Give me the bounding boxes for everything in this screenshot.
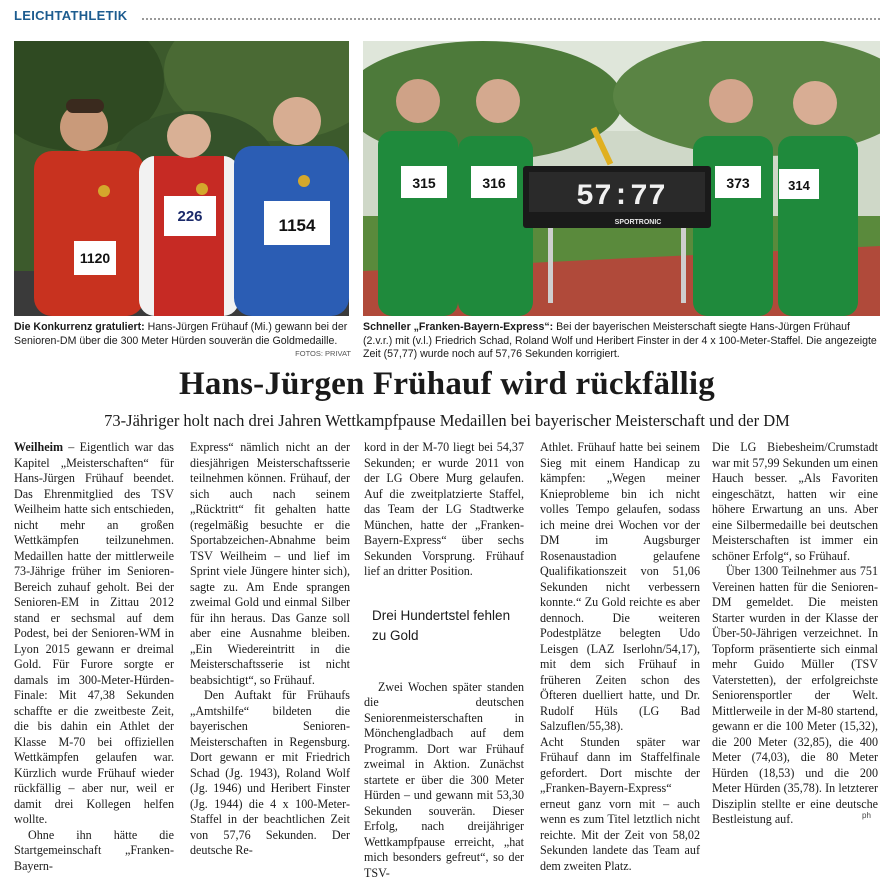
caption-text: Bei der bayerischen Meisterschaft siegte Hans-Jürgen Frühauf (2.v.r.) mit (v.l.) Friedrich Schad, Roland Wolf und Heribert Finster in der 4 x 100-Meter-Staffel. Die angezeigte Zeit (57,77) wurde noch auf 57,76 Sekunden korrigiert. xyxy=(363,321,877,360)
article-paragraph: Acht Stunden später war Frühauf dann im Staffelfinale gefordert. Dort mischte der „Franken-Bayern-Express“ erneut ganz vorn mit – auch wenn es zum Titel letztlich nicht reichte. Mit der Zeit von 58,02 Sekunden landete das Team auf dem zweiten Platz. xyxy=(540,735,700,875)
photo-medal-winners-image xyxy=(14,41,349,316)
clock-time: 57:77 xyxy=(576,180,666,214)
dateline: Weilheim xyxy=(14,440,63,454)
bib-number: 1120 xyxy=(80,250,111,266)
article-paragraph: Ohne ihn hätte die Startgemeinschaft „Franken-Bayern- xyxy=(14,828,174,875)
clock-brand: SPORTRONIC xyxy=(615,219,662,226)
paragraph-text: – Eigentlich war das Kapitel „Meisterschaften“ für Hans-Jürgen Frühauf beendet. Das Ehrenmitglied des TSV Weilheim hatte sich entschieden, nicht mehr an großen Wettkämpfen teilzunehmen. Medaillen hatte der mittlerweile 73-Jährige früher im Senioren-Bereich zuhauf geholt. Bei der Senioren-EM in Zittau 2012 stand er sechsmal auf dem Podest, bei der Senioren-WM in Lyon 2015 gewann er dreimal Gold. Für Furore sorgte er damals im 300-Meter-Hürden-Finale: Mit 47,38 Sekunden schaffte er die zweitbeste Zeit, die bis dahin ein Athlet der Klasse M-70 bei offiziellen Wettkämpfen gelaufen war. Kürzlich wurde Frühauf wieder rückfällig – aber nur, weil er damit drei Kollegen helfen wollte. xyxy=(14,440,174,826)
caption-photo-1 xyxy=(14,321,349,348)
article-paragraph xyxy=(14,440,174,828)
photo-relay-team-image xyxy=(363,41,880,316)
article-paragraph: Express“ nämlich nicht an der diesjährigen Meisterschaftsserie teilnehmen können. Frühauf, der sich auch nach seinem „Rücktritt“ fit gehalten hatte (regelmäßig besuchte er die Sportabzeichen-Abnahme beim TSV Weilheim – und lief im Sprint viele Jüngere hinter sich), sagte zu. Am Ende sprangen zweimal Gold und einmal Silber für ihn heraus. Das Ganze soll aber eine Ausnahme bleiben. „Ein Wiedereintritt in die Meisterschaftsserie ist nicht beabsichtigt“, so Frühauf. xyxy=(190,440,350,688)
caption-photo-2 xyxy=(363,321,880,362)
article-paragraph: Den Auftakt für Frühaufs „Amtshilfe“ bildeten die bayerischen Senioren-Meisterschaften in Regensburg. Dort gewann er mit Friedrich Schad (Jg. 1943), Roland Wolf (Jg. 1946) und Heribert Finster (Jg. 1944) die 4 x 100-Meter-Staffel in der beachtlichen Zeit von 57,76 Sekunden. Der deutsche Re- xyxy=(190,688,350,859)
photo-medal-winners xyxy=(14,41,349,316)
section-label: LEICHTATHLETIK xyxy=(14,8,127,23)
article-paragraph: kord in der M-70 liegt bei 54,37 Sekunden; er wurde 2011 von der LG Obere Murg gelaufen. Auf die zweitplatzierte Staffel, das Team der LG Stadtwerke München, hatte der „Franken-Bayern-Express“ über sechs Sekunden Vorsprung. Frühauf lief an dritter Position. xyxy=(364,440,524,580)
article-column-1 xyxy=(14,440,174,874)
article-paragraph: Über 1300 Teilnehmer aus 751 Vereinen hatten für die Senioren-DM gemeldet. Die meisten Starter wurden in der Klasse der Über-50-Jährigen verzeichnet. In Topform präsentierte sich einmal mehr Guido Müller (TSV Vaterstetten), der erfolgreichste Seniorensportler der Welt. Mittlerweile in der M-80 startend, gewann er die 100 Meter (15,32), die 200 Meter (32,85), die 400 Meter (74,03), die 80 Meter Hürden (18,53) und die 200 Meter Hürden (35,78). In letzterer Disziplin stellte er eine deutsche Bestleistung auf. xyxy=(712,564,878,828)
section-header xyxy=(14,6,880,26)
article-column-5 xyxy=(712,440,878,828)
bib-number: 315 xyxy=(412,175,436,191)
article-interheadline: Drei Hundertstel fehlen zu Gold xyxy=(372,606,524,646)
caption-text: Hans-Jürgen Frühauf (Mi.) gewann bei der Senioren-DM über die 300 Meter Hürden souverän die Goldmedaille. xyxy=(14,321,347,347)
caption-lead: Die Konkurrenz gratuliert: xyxy=(14,321,145,333)
bib-number: 316 xyxy=(482,175,506,191)
section-divider xyxy=(142,18,880,20)
photo-credit: FOTOS: PRIVAT xyxy=(295,349,351,358)
photo-relay-team xyxy=(363,41,880,316)
article-column-4 xyxy=(540,440,700,874)
bib-number: 1154 xyxy=(279,216,316,235)
article-paragraph: Die LG Biebesheim/Crumstadt war mit 57,99 Sekunden um einen Hauch besser. „Als Favoriten eingeschätzt, hatten wir eine höhere Erwartung an uns. Aber eine Silbermedaille bei deutschen Meisterschaften ist immer ein schöner Erfolg“, so Frühauf. xyxy=(712,440,878,564)
bib-number: 314 xyxy=(788,178,810,193)
article-headline: Hans-Jürgen Frühauf wird rückfällig xyxy=(14,366,880,403)
article-subheadline: 73-Jähriger holt nach drei Jahren Wettkampfpause Medaillen bei bayerischer Meisterschaft und der DM xyxy=(14,411,880,431)
author-initials: ph xyxy=(862,811,871,820)
article-column-3 xyxy=(364,440,524,881)
article-column-2 xyxy=(190,440,350,859)
caption-lead: Schneller „Franken-Bayern-Express“: xyxy=(363,321,553,333)
article-paragraph: Zwei Wochen später standen die deutschen Seniorenmeisterschaften in Mönchengladbach auf dem Programm. Dort war Frühauf zweimal in Aktion. Zunächst startete er über die 300 Meter Hürden – und gewann mit 53,30 Sekunden souverän. Dieser Erfolg, nach dreijähriger Wettkampfpause erreicht, „hat mich besonders gefreut“, so der TSV- xyxy=(364,680,524,881)
article-paragraph: Athlet. Frühauf hatte bei seinem Sieg mit einem Handicap zu kämpfen: „Wegen meiner Knieprobleme bin ich nicht volles Tempo gelaufen, sodass ich meine drei Wochen vor der DM im Augsburger Rosenaustadion gelaufene Qualifikationszeit von 51,06 Sekunden nicht verbessern konnte.“ Zu Gold reichte es aber dennoch. Die weiteren Podestplätze belegten Udo Leisgen (LAZ Iserlohn/54,17), mit dem sich Frühauf in früheren Zeiten schon des Öfteren duelliert hatte, und Dr. Rudolf Hüls (LG Bad Salzuflen/55,38). xyxy=(540,440,700,735)
bib-number: 373 xyxy=(726,175,750,191)
bib-number: 226 xyxy=(177,208,202,225)
